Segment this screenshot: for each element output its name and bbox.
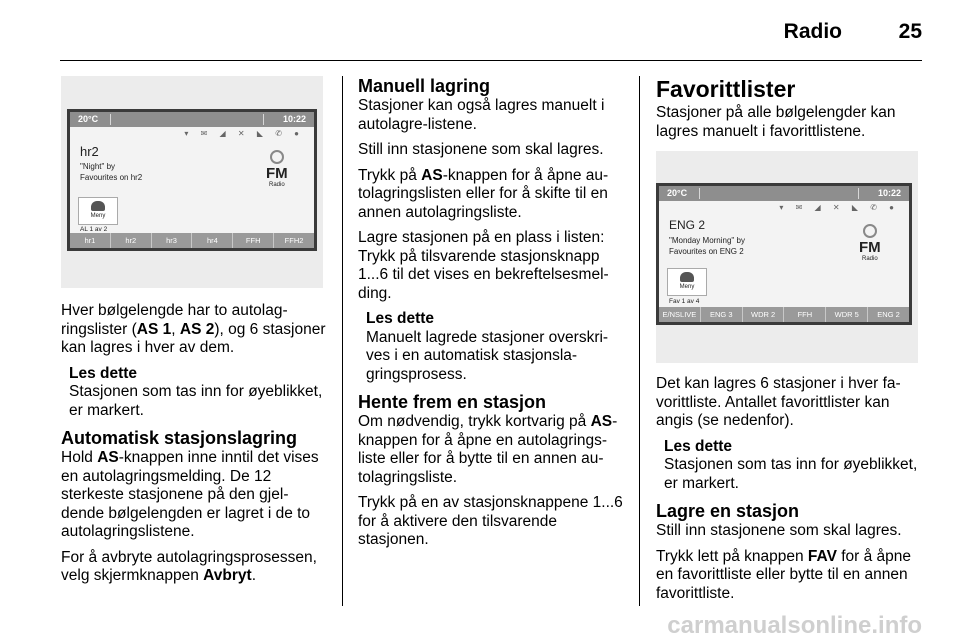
section-heading: Manuell lagring	[358, 76, 491, 96]
preset-button[interactable]: FFH2	[273, 233, 314, 248]
list-label: AL 1 av 2	[80, 226, 108, 233]
section-heading: Favorittlister	[656, 76, 796, 102]
preset-bar	[659, 307, 909, 322]
radio-wave-icon	[863, 224, 877, 238]
paragraph: Hold AS-knappen inne inntil det vises en autolagringsmelding. De 12 sterkeste stasjonene på den gjel-dende bølgelengden er lagret i de to autolagringslistene.	[61, 449, 319, 540]
preset-button[interactable]: WDR 2	[742, 307, 784, 322]
track-line-1: "Night" by	[80, 162, 116, 171]
list-label: Fav 1 av 4	[669, 298, 700, 305]
temperature: 20°C	[78, 114, 99, 124]
paragraph: Trykk på AS-knappen for å åpne au-tolagringslisten eller for å skifte til en annen autolagringsliste.	[358, 166, 609, 221]
watermark: carmanualsonline.info	[667, 612, 922, 639]
note-title: Les dette	[366, 310, 435, 327]
preset-button[interactable]: hr4	[191, 233, 232, 248]
radio-screen-illustration	[61, 76, 323, 288]
paragraph: For å avbryte autolagringsprosessen, velg skjermknappen Avbryt.	[61, 548, 317, 584]
column-2	[358, 76, 626, 557]
section-heading: Hente frem en stasjon	[358, 392, 547, 412]
track-line-2: Favourites on ENG 2	[669, 247, 744, 256]
display-topbar	[70, 112, 314, 127]
status-icons: ▾ ✉ ◢ ✕ ◣ ✆ ●	[779, 203, 899, 212]
paragraph: Trykk lett på knappen FAV for å åpne en favorittliste eller bytte til en annen favorittliste.	[656, 547, 912, 602]
page-number: 25	[898, 20, 922, 43]
paragraph: Om nødvendig, trykk kortvarig på AS-knappen for å åpne en autolagrings-liste eller for å bytte til en annen au-tolagringsliste.	[358, 413, 618, 486]
clock: 10:22	[282, 114, 306, 124]
menu-icon	[91, 201, 105, 211]
note-title: Les dette	[664, 437, 733, 455]
preset-button[interactable]: hr2	[110, 233, 151, 248]
note-title: Les dette	[69, 364, 138, 382]
display-topbar	[659, 186, 909, 201]
band-indicator: FM Radio	[266, 150, 288, 189]
preset-button[interactable]: FFH	[232, 233, 273, 248]
paragraph: Stasjoner kan også lagres manuelt i autolagre-listene.	[358, 97, 605, 133]
menu-icon	[680, 272, 694, 282]
header-rule	[60, 60, 922, 61]
preset-button[interactable]: hr3	[151, 233, 192, 248]
radio-wave-icon	[270, 150, 284, 164]
section-heading: Automatisk stasjonslagring	[61, 428, 298, 448]
note-text: Stasjonen som tas inn for øyeblikket, er markert.	[664, 456, 918, 492]
preset-button[interactable]: WDR 5	[825, 307, 867, 322]
paragraph: Stasjoner på alle bølgelengder kan lagres manuelt i favorittlistene.	[656, 104, 896, 140]
radio-display	[656, 183, 912, 325]
note-text: Manuelt lagrede stasjoner overskri-ves i en automatisk stasjonsla-gringsprosess.	[366, 328, 609, 383]
preset-button[interactable]: ENG 2	[867, 307, 909, 322]
track-line-2: Favourites on hr2	[80, 173, 143, 182]
note	[69, 365, 329, 421]
section-heading: Lagre en stasjon	[656, 501, 800, 521]
paragraph: Hver bølgelengde har to autolag-ringslister (AS 1, AS 2), og 6 stasjoner kan lagres i hver av dem.	[61, 302, 326, 356]
menu-button[interactable]: Meny	[78, 197, 118, 225]
paragraph: Trykk på en av stasjonsknappene 1...6 for å aktivere den tilsvarende stasjonen.	[358, 494, 623, 548]
column-divider	[342, 76, 343, 606]
temperature: 20°C	[667, 188, 688, 198]
preset-button[interactable]: E/NSLIVE	[662, 310, 697, 319]
page-header	[0, 0, 960, 60]
paragraph: Lagre stasjonen på en plass i listen: Trykk på tilsvarende stasjonsknapp 1...6 til det vises en bekreftelsesmel-ding.	[358, 229, 609, 302]
station-name: ENG 2	[669, 218, 706, 232]
note	[664, 438, 924, 494]
section-title: Radio	[783, 20, 842, 43]
track-line-1: "Monday Morning" by	[669, 236, 745, 245]
menu-button[interactable]: Meny	[667, 268, 707, 296]
preset-button[interactable]: ENG 3	[700, 307, 742, 322]
status-icons: ▾ ✉ ◢ ✕ ◣ ✆ ●	[184, 129, 304, 138]
preset-button[interactable]: FFH	[783, 307, 825, 322]
favourites-screen-illustration	[656, 151, 918, 363]
clock: 10:22	[877, 188, 901, 198]
preset-bar	[70, 233, 314, 248]
band-indicator: FM Radio	[859, 224, 881, 263]
paragraph: Det kan lagres 6 stasjoner i hver fa-vorittliste. Antallet favorittlister kan angis (se nedenfor).	[656, 375, 901, 429]
column-3	[656, 76, 924, 610]
column-divider	[639, 76, 640, 606]
paragraph: Still inn stasjonene som skal lagres.	[358, 141, 604, 158]
note-text: Stasjonen som tas inn for øyeblikket, er markert.	[69, 383, 323, 419]
note	[366, 310, 626, 384]
column-1	[61, 76, 329, 593]
station-name: hr2	[80, 144, 99, 159]
preset-button[interactable]: hr1	[84, 236, 96, 245]
paragraph: Still inn stasjonene som skal lagres.	[656, 522, 902, 539]
radio-display	[67, 109, 317, 251]
